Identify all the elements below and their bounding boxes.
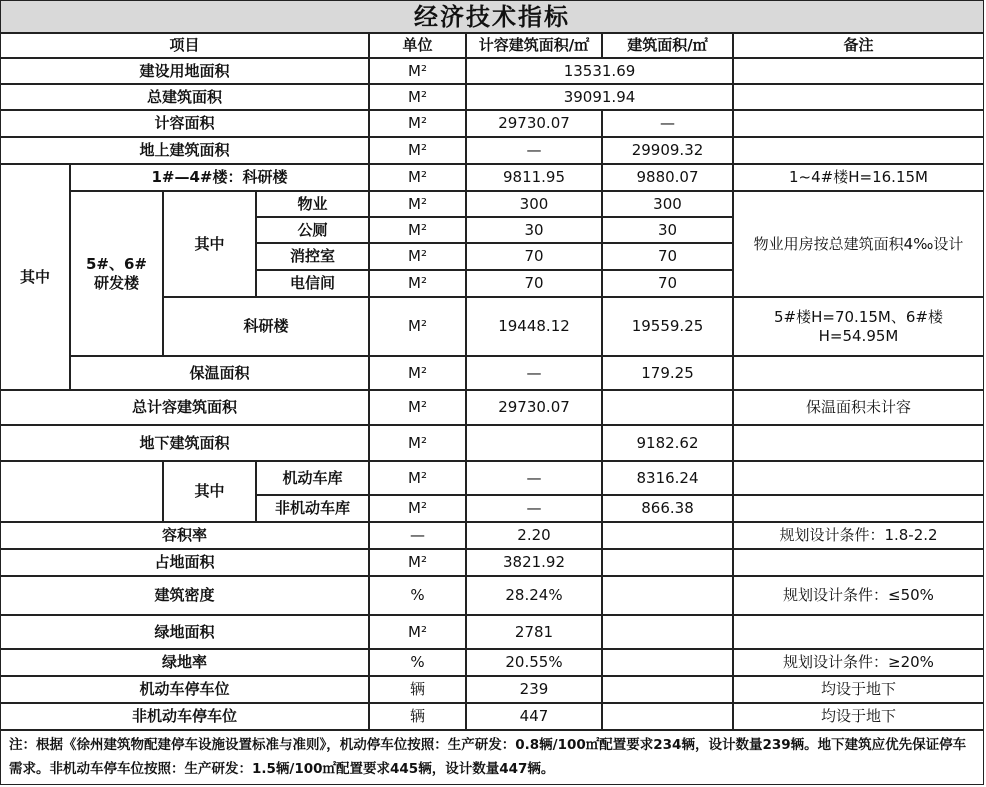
- row-unit: %: [369, 649, 466, 676]
- row-label: 非机动车库: [256, 495, 369, 522]
- footnote: 注：根据《徐州建筑物配建停车设施设置标准与准则》，机动停车位按照：生产研发：0.8辆/100㎡配置要求234辆，设计数量239辆。地下建筑应优先保证停车需求。非机动车停车位按照：生产研发：1.5辆/100㎡配置要求445辆，设计数量447辆。: [0, 730, 984, 785]
- row-label: 容积率: [0, 522, 369, 549]
- group-qizhong: 其中: [0, 164, 70, 390]
- row-unit: M²: [369, 390, 466, 425]
- row-gross: 70: [602, 243, 733, 270]
- row-far: —: [466, 137, 602, 164]
- row-unit: —: [369, 522, 466, 549]
- row-far: 9811.95: [466, 164, 602, 191]
- row-unit: M²: [369, 164, 466, 191]
- row-unit: M²: [369, 110, 466, 137]
- row-remark: 均设于地下: [733, 676, 984, 703]
- row-value: 28.24%: [466, 576, 602, 615]
- row-label: 占地面积: [0, 549, 369, 576]
- row-unit: M²: [369, 191, 466, 217]
- row-gross: —: [602, 110, 733, 137]
- row-value: 13531.69: [466, 58, 733, 84]
- row-remark: 规划设计条件：≤50%: [733, 576, 984, 615]
- row-gross: 9880.07: [602, 164, 733, 191]
- row-label: 物业: [256, 191, 369, 217]
- row-value: 2.20: [466, 522, 602, 549]
- row-value: 447: [466, 703, 602, 730]
- row-remark: 保温面积未计容: [733, 390, 984, 425]
- row-label: 机动车库: [256, 461, 369, 495]
- row-gross: 179.25: [602, 356, 733, 390]
- row-label: 总建筑面积: [0, 84, 369, 110]
- row-remark: 5#楼H=70.15M、6#楼H=54.95M: [733, 297, 984, 356]
- header-remark: 备注: [733, 33, 984, 58]
- row-gross: [602, 649, 733, 676]
- row-label: 绿地率: [0, 649, 369, 676]
- header-gross-area: 建筑面积/㎡: [602, 33, 733, 58]
- row-unit: M²: [369, 425, 466, 461]
- row-remark: 均设于地下: [733, 703, 984, 730]
- group-underground-qizhong: 其中: [163, 461, 256, 522]
- row-unit: 辆: [369, 703, 466, 730]
- row-far: —: [466, 461, 602, 495]
- row-gross: [602, 522, 733, 549]
- row-unit: M²: [369, 297, 466, 356]
- row-unit: M²: [369, 84, 466, 110]
- row-far: 29730.07: [466, 110, 602, 137]
- row-remark: [733, 495, 984, 522]
- row-value: 2781: [466, 615, 602, 649]
- row-remark: 规划设计条件：≥20%: [733, 649, 984, 676]
- group-sub-qizhong: 其中: [163, 191, 256, 297]
- row-gross: 9182.62: [602, 425, 733, 461]
- row-unit: M²: [369, 549, 466, 576]
- blank-cell: [0, 461, 163, 522]
- row-remark: [733, 84, 984, 110]
- row-remark: [733, 58, 984, 84]
- row-far: 70: [466, 270, 602, 297]
- row-unit: M²: [369, 137, 466, 164]
- row-gross: [602, 676, 733, 703]
- row-gross: [602, 615, 733, 649]
- group-building-56: 5#、6#研发楼: [70, 191, 163, 356]
- row-value: 20.55%: [466, 649, 602, 676]
- row-unit: M²: [369, 270, 466, 297]
- row-far: [466, 425, 602, 461]
- row-label: 科研楼: [163, 297, 369, 356]
- row-unit: M²: [369, 495, 466, 522]
- row-label: 总计容建筑面积: [0, 390, 369, 425]
- row-far: 70: [466, 243, 602, 270]
- row-gross: 8316.24: [602, 461, 733, 495]
- row-label: 建筑密度: [0, 576, 369, 615]
- row-label: 计容面积: [0, 110, 369, 137]
- row-label: 绿地面积: [0, 615, 369, 649]
- row-unit: M²: [369, 243, 466, 270]
- row-remark: [733, 137, 984, 164]
- row-label: 1#—4#楼：科研楼: [70, 164, 369, 191]
- row-gross: 300: [602, 191, 733, 217]
- row-unit: %: [369, 576, 466, 615]
- row-gross: [602, 390, 733, 425]
- row-remark: [733, 425, 984, 461]
- row-value: 3821.92: [466, 549, 602, 576]
- row-label: 地下建筑面积: [0, 425, 369, 461]
- row-gross: 866.38: [602, 495, 733, 522]
- row-label: 机动车停车位: [0, 676, 369, 703]
- row-far: —: [466, 356, 602, 390]
- row-remark: 规划设计条件：1.8-2.2: [733, 522, 984, 549]
- row-label: 保温面积: [70, 356, 369, 390]
- row-unit: 辆: [369, 676, 466, 703]
- row-gross: [602, 549, 733, 576]
- row-remark: [733, 549, 984, 576]
- table-title: 经济技术指标: [0, 0, 984, 33]
- row-far: 29730.07: [466, 390, 602, 425]
- row-label: 建设用地面积: [0, 58, 369, 84]
- row-far: —: [466, 495, 602, 522]
- row-unit: M²: [369, 461, 466, 495]
- row-value: 239: [466, 676, 602, 703]
- row-remark: 1~4#楼H=16.15M: [733, 164, 984, 191]
- row-unit: M²: [369, 615, 466, 649]
- row-gross: [602, 703, 733, 730]
- row-gross: [602, 576, 733, 615]
- row-remark: 物业用房按总建筑面积4‰设计: [733, 191, 984, 297]
- row-unit: M²: [369, 58, 466, 84]
- row-unit: M²: [369, 217, 466, 243]
- row-remark: [733, 461, 984, 495]
- row-value: 39091.94: [466, 84, 733, 110]
- header-unit: 单位: [369, 33, 466, 58]
- row-far: 19448.12: [466, 297, 602, 356]
- row-gross: 29909.32: [602, 137, 733, 164]
- row-gross: 70: [602, 270, 733, 297]
- row-unit: M²: [369, 356, 466, 390]
- row-remark: [733, 615, 984, 649]
- row-gross: 19559.25: [602, 297, 733, 356]
- row-gross: 30: [602, 217, 733, 243]
- row-label: 电信间: [256, 270, 369, 297]
- row-remark: [733, 110, 984, 137]
- row-label: 非机动车停车位: [0, 703, 369, 730]
- header-far-area: 计容建筑面积/㎡: [466, 33, 602, 58]
- row-label: 消控室: [256, 243, 369, 270]
- header-item: 项目: [0, 33, 369, 58]
- row-remark: [733, 356, 984, 390]
- row-label: 公厕: [256, 217, 369, 243]
- row-far: 300: [466, 191, 602, 217]
- row-far: 30: [466, 217, 602, 243]
- row-label: 地上建筑面积: [0, 137, 369, 164]
